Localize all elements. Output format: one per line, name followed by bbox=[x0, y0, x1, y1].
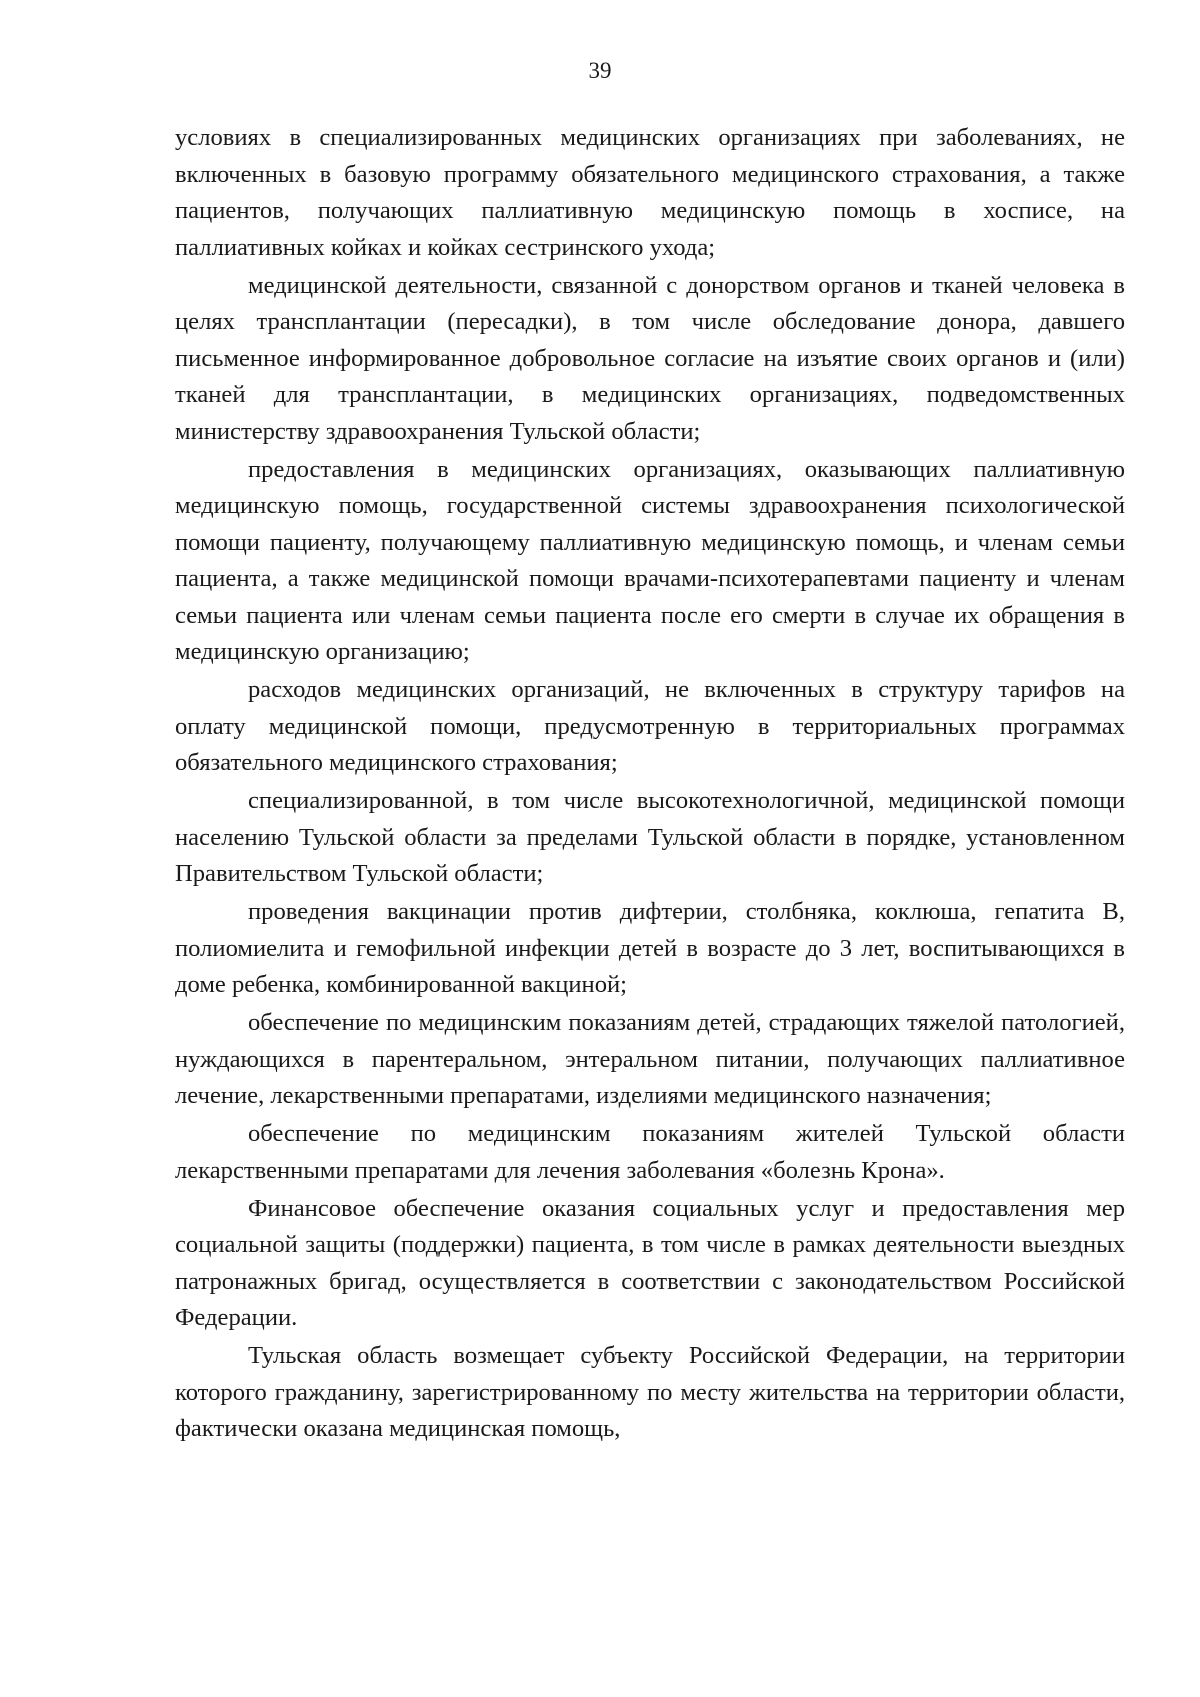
paragraph-reimbursement: Тульская область возмещает субъекту Российской Федерации, на территории которого гражданину, зарегистрированному по месту жительства на территории области, фактически оказана медицинская помощь, bbox=[175, 1342, 1125, 1442]
paragraph-vaccination: проведения вакцинации против дифтерии, столбняка, коклюша, гепатита B, полиомиелита и гемофильной инфекции детей в возрасте до 3 лет, воспитывающихся в доме ребенка, комбинированной вакциной; bbox=[175, 898, 1125, 998]
paragraph-crohn-disease: обеспечение по медицинским показаниям жителей Тульской области лекарственными препаратами для лечения заболевания «болезнь Крона». bbox=[175, 1120, 1125, 1184]
paragraph-organ-donation: медицинской деятельности, связанной с донорством органов и тканей человека в целях трансплантации (пересадки), в том числе обследование донора, давшего письменное информированное добровольное согласие на изъятие своих органов и (или) тканей для трансплантации, в медицинских организациях, подведомственных министерству здравоохранения Тульской области; bbox=[175, 271, 1125, 445]
paragraph-children-provision: обеспечение по медицинским показаниям детей, страдающих тяжелой патологией, нуждающихся в парентеральном, энтеральном питании, получающих паллиативное лечение, лекарственными препаратами, изделиями медицинского назначения; bbox=[175, 1009, 1125, 1109]
document-body bbox=[175, 120, 1125, 1449]
paragraph-expenses: расходов медицинских организаций, не включенных в структуру тарифов на оплату медицинской помощи, предусмотренную в территориальных программах обязательного медицинского страхования; bbox=[175, 676, 1125, 776]
paragraph-psychological-help: предоставления в медицинских организациях, оказывающих паллиативную медицинскую помощь, государственной системы здравоохранения психологической помощи пациенту, получающему паллиативную медицинскую помощь, и членам семьи пациента, а также медицинской помощи врачами-психотерапевтами пациенту и членам семьи пациента или членам семьи пациента после его смерти в случае их обращения в медицинскую организацию; bbox=[175, 455, 1125, 665]
paragraph-continuation: условиях в специализированных медицинских организациях при заболеваниях, не включенных в базовую программу обязательного медицинского страхования, а также пациентов, получающих паллиативную медицинскую помощь в хосписе, на паллиативных койках и койках сестринского ухода; bbox=[175, 124, 1125, 261]
page-number: 39 bbox=[588, 58, 612, 83]
paragraph-specialized-care: специализированной, в том числе высокотехнологичной, медицинской помощи населению Тульской области за пределами Тульской области в порядке, установленном Правительством Тульской области; bbox=[175, 787, 1125, 887]
paragraph-social-services: Финансовое обеспечение оказания социальных услуг и предоставления мер социальной защиты (поддержки) пациента, в том числе в рамках деятельности выездных патронажных бригад, осуществляется в соответствии с законодательством Российской Федерации. bbox=[175, 1194, 1125, 1331]
